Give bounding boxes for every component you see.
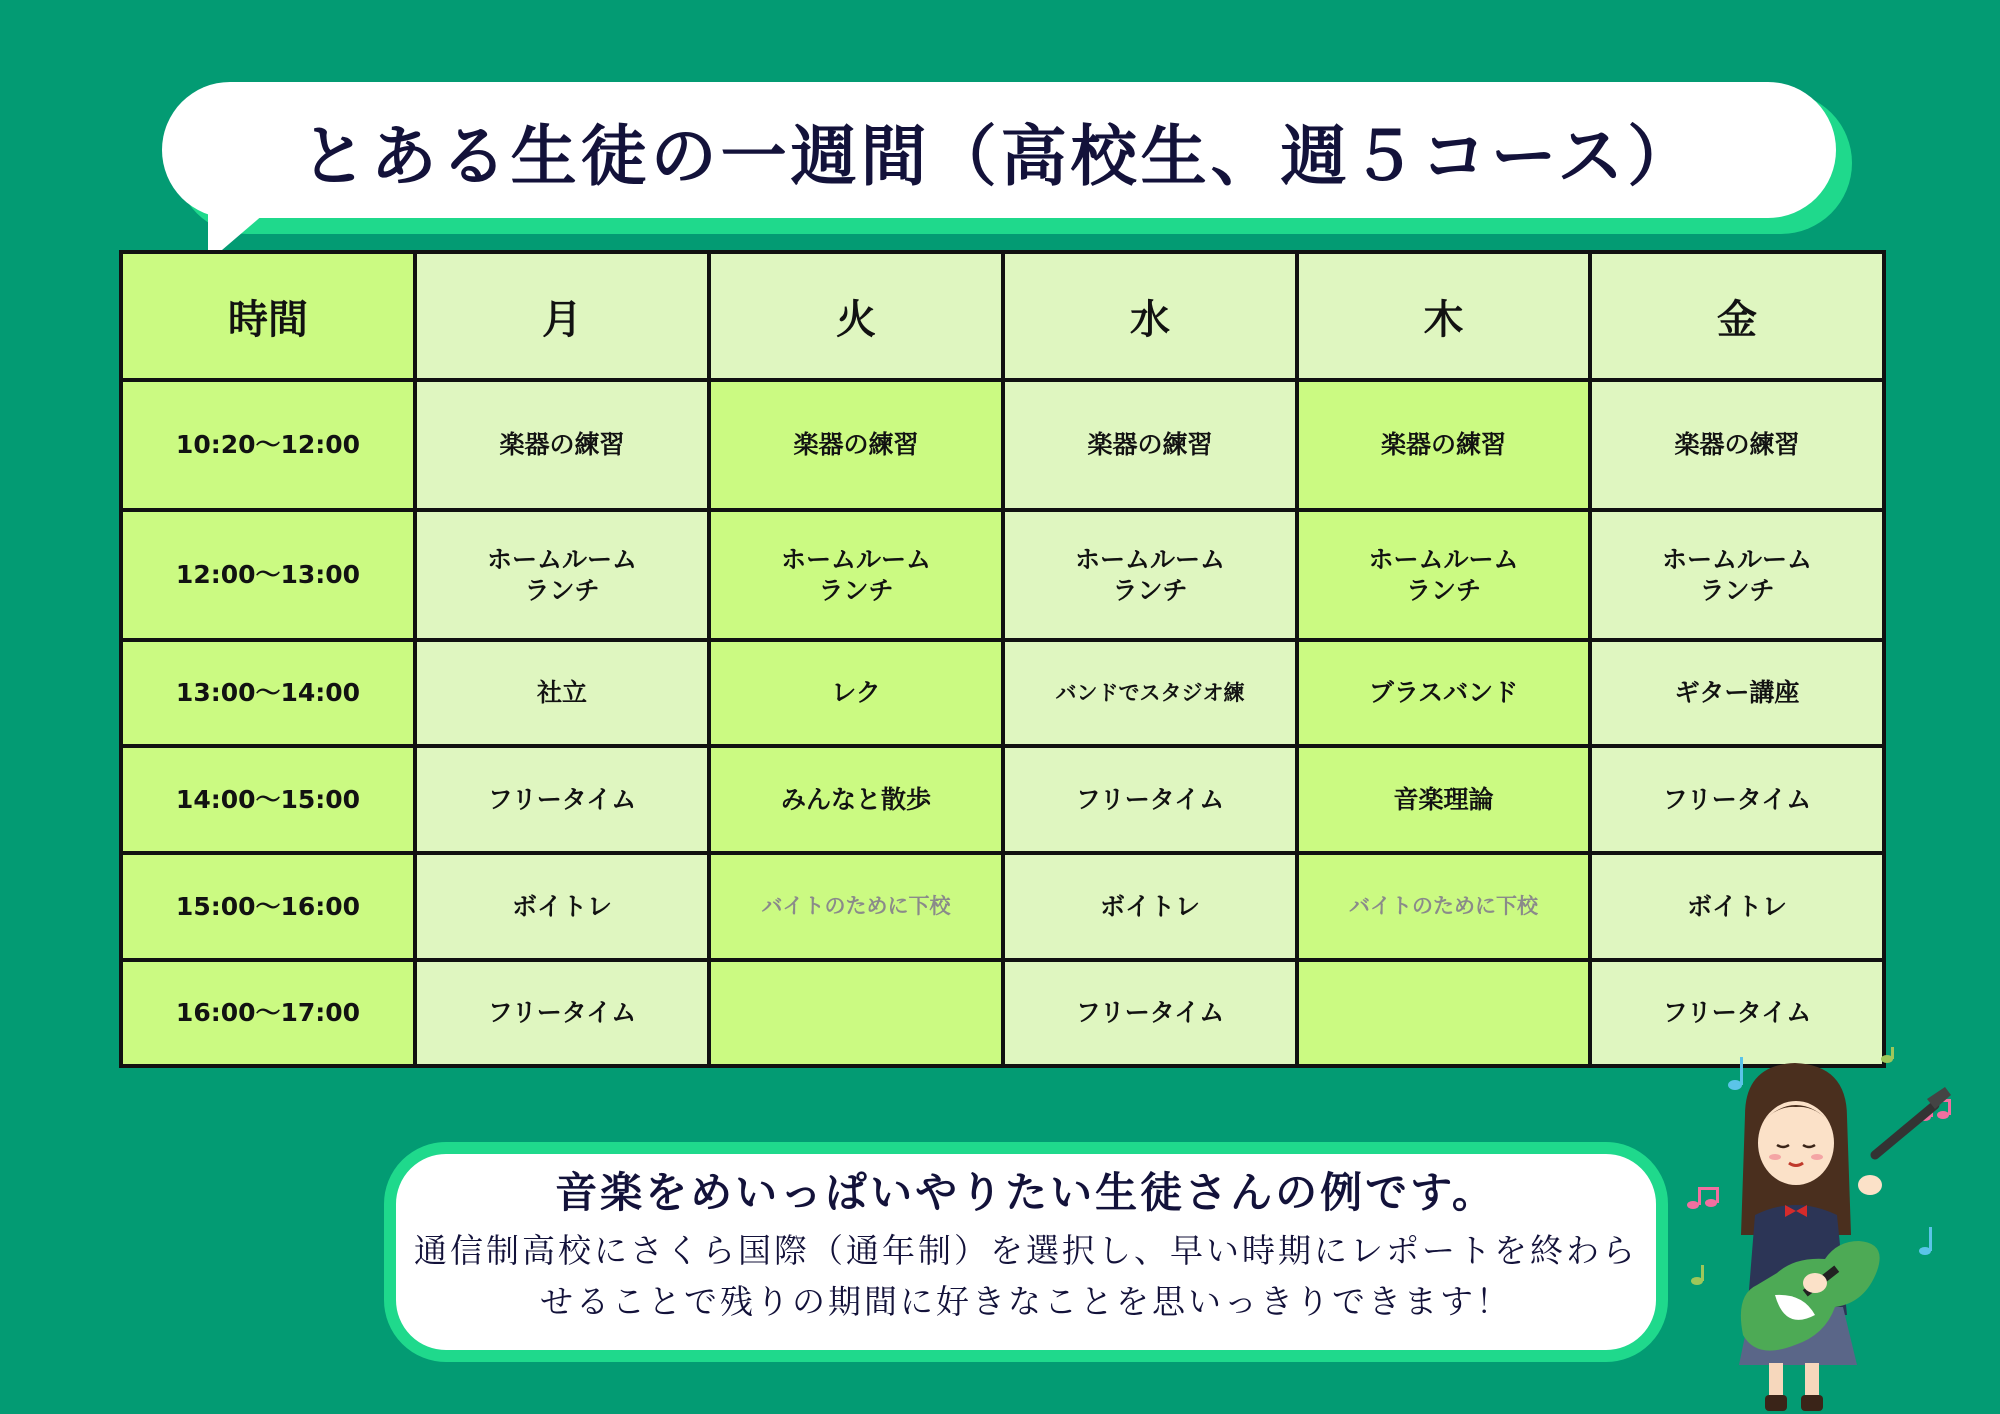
header-tue: 火	[709, 252, 1003, 380]
time-cell: 15:00〜16:00	[121, 853, 415, 960]
time-cell: 10:20〜12:00	[121, 380, 415, 510]
schedule-cell: 音楽理論	[1297, 746, 1590, 853]
header-fri: 金	[1590, 252, 1884, 380]
table-row	[121, 510, 1884, 640]
message-heading: 音楽をめいっぱいやりたい生徒さんの例です。	[555, 1168, 1497, 1217]
schedule-cell: みんなと散歩	[709, 746, 1003, 853]
schedule-cell: バンドでスタジオ練	[1003, 640, 1297, 746]
table-row	[121, 640, 1884, 746]
schedule-cell: 楽器の練習	[1590, 380, 1884, 510]
schedule-cell	[1297, 960, 1590, 1066]
time-cell: 14:00〜15:00	[121, 746, 415, 853]
schedule-cell: バイトのために下校	[709, 853, 1003, 960]
schedule-cell: ブラスバンド	[1297, 640, 1590, 746]
schedule-cell: ホームルーム ランチ	[709, 510, 1003, 640]
schedule-cell: ホームルーム ランチ	[1003, 510, 1297, 640]
schedule-cell: フリータイム	[1003, 746, 1297, 853]
schedule-cell: 社立	[415, 640, 709, 746]
schedule-cell: ボイトレ	[1003, 853, 1297, 960]
time-cell: 12:00〜13:00	[121, 510, 415, 640]
table-row	[121, 960, 1884, 1066]
message-body-line: 通信制高校にさくら国際（通年制）を選択し、早い時期にレポートを終わら	[414, 1231, 1638, 1270]
schedule-cell: フリータイム	[415, 960, 709, 1066]
schedule-cell	[709, 960, 1003, 1066]
schedule-cell: バイトのために下校	[1297, 853, 1590, 960]
header-wed: 水	[1003, 252, 1297, 380]
schedule-cell: フリータイム	[415, 746, 709, 853]
message-body-line: せることで残りの期間に好きなことを思いっきりできます！	[540, 1282, 1512, 1321]
schedule-cell: 楽器の練習	[1003, 380, 1297, 510]
schedule-cell: レク	[709, 640, 1003, 746]
schedule-cell: ボイトレ	[415, 853, 709, 960]
schedule-cell: フリータイム	[1590, 960, 1884, 1066]
music-note-icon	[1728, 1057, 1743, 1090]
schedule-cell: フリータイム	[1590, 746, 1884, 853]
schedule-cell: ボイトレ	[1590, 853, 1884, 960]
table-row	[121, 853, 1884, 960]
time-cell: 16:00〜17:00	[121, 960, 415, 1066]
music-note-icon	[1687, 1187, 1719, 1209]
music-note-icon	[1691, 1265, 1704, 1285]
schedule-cell: ホームルーム ランチ	[1297, 510, 1590, 640]
music-note-icon	[1881, 1047, 1894, 1063]
weekly-schedule-table	[119, 250, 1886, 1068]
header-thu: 木	[1297, 252, 1590, 380]
table-row	[121, 746, 1884, 853]
schedule-cell: フリータイム	[1003, 960, 1297, 1066]
girl-playing-guitar-illustration	[1665, 1045, 1965, 1414]
schedule-cell: 楽器の練習	[1297, 380, 1590, 510]
time-cell: 13:00〜14:00	[121, 640, 415, 746]
schedule-cell: 楽器の練習	[709, 380, 1003, 510]
music-note-icon	[1919, 1227, 1932, 1255]
header-row	[121, 252, 1884, 380]
page-title: とある生徒の一週間（高校生、週５コース）	[300, 117, 1698, 195]
schedule-cell: ホームルーム ランチ	[1590, 510, 1884, 640]
schedule-cell: 楽器の練習	[415, 380, 709, 510]
header-time: 時間	[121, 252, 415, 380]
schedule-cell: ギター講座	[1590, 640, 1884, 746]
schedule-cell: ホームルーム ランチ	[415, 510, 709, 640]
header-mon: 月	[415, 252, 709, 380]
table-row	[121, 380, 1884, 510]
